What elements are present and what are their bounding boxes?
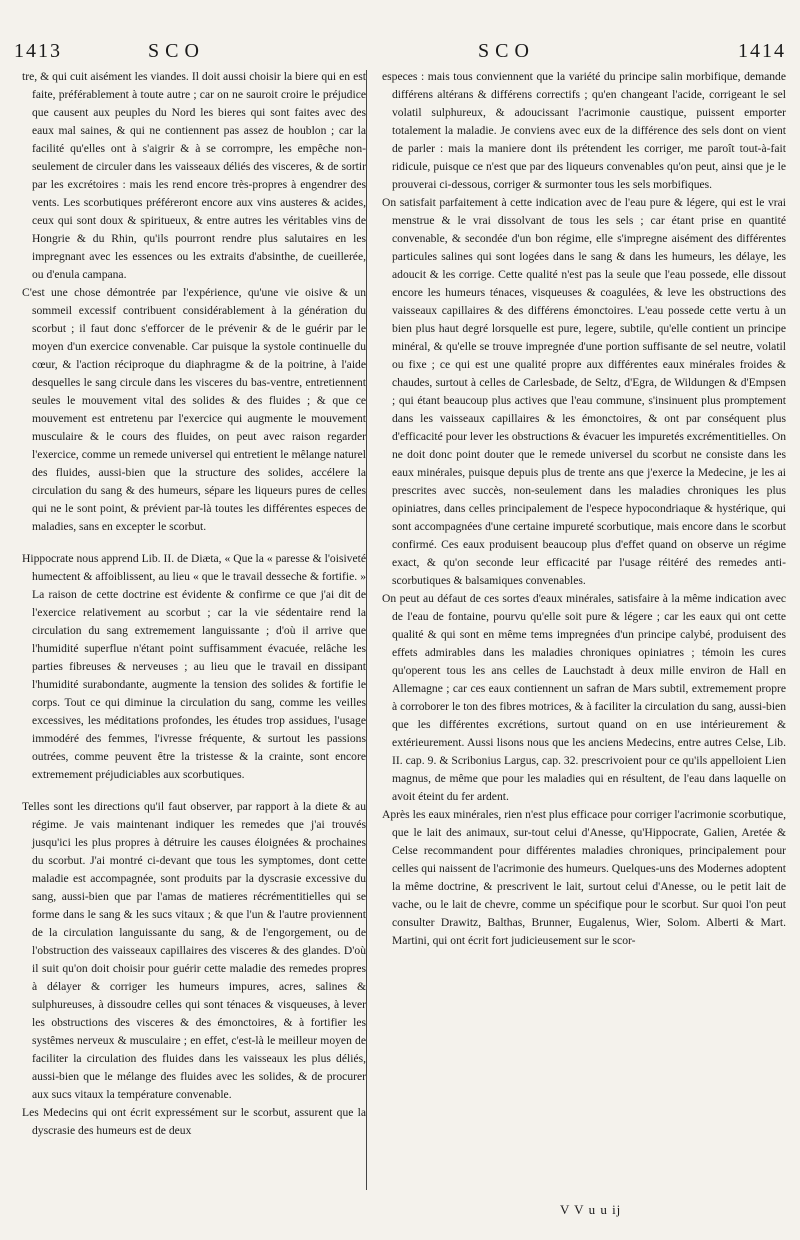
paragraph: especes : mais tous conviennent que la variété du principe salin morbifique, demande différens altérans & différens correctifs ; qu'en changeant l'acide, corrigeant le sel volatil sulphureux, & adoucissant l'acrimonie caustique, puissent emporter totalement la maladie. Je conviens avec eux de la différence des sels dont on vient de parler : mais la maniere dont ils prétendent les corriger, me paroît tout-à-fait ridicule, puisque ce n'est que par des liqueurs convenables qu'on peut, ainsi que je le prouverai ci-dessous, corriger & surmonter tous les sels morbifiques.: [382, 70, 786, 191]
right-column: [382, 68, 786, 950]
paragraph: Après les eaux minérales, rien n'est plus efficace pour corriger l'acrimonie scorbutique, que le lait des animaux, sur-tout celui d'Anesse, qu'Hippocrate, Galien, Aretée & Celse recommandent pour différentes maladies chroniques, principalement pour celles qui naissent de l'acrimonie des humeurs. Quelques-uns des Modernes adoptent la même doctrine, & prescrivent le lait, surtout celui d'Anesse, ou le petit lait de vache, ou le lait de chevre, comme un spécifique pour le scorbut. Sur quoi l'on peut consulter Drawitz, Balthas, Brunner, Eugalenus, Wier, Solom. Alberti & Mart. Martini, qui ont écrit fort judicieusement sur le scor-: [382, 808, 786, 947]
paragraph: Les Medecins qui ont écrit expressément sur le scorbut, assurent que la dyscrasie des humeurs est de deux: [22, 1106, 366, 1137]
paragraph: Telles sont les directions qu'il faut observer, par rapport à la diete & au régime. Je vais maintenant indiquer les remedes que j'ai trouvés jusqu'ici les plus propres à détruire les causes éloignées & prochaines du scorbut. J'ai montré ci-devant que tous les symptomes, dont cette maladie est accompagnée, sont produits par la dyscrasie excessive du sang, aussi-bien que par l'amas de matieres récrémentitielles qui se forme dans le sang & les sucs vitaux ; & que l'un & l'autre proviennent de la circulation languissante du sang, & de l'engorgement, ou de l'obstruction des vaisseaux capillaires des visceres & des glandes. D'où il suit qu'on doit choisir pour guérir cette maladie des remedes propres à délayer & corriger les humeurs impures, acres, salines & sulphureuses, à dissoudre celles qui sont ténaces & visqueuses, à lever les obstructions des visceres & des émonctoires, & à fortifier les systêmes nerveux & musculaire ; en effet, c'est-là le meilleur moyen de faciliter la circulation des fluides dans les vaisseaux les plus déliés, aussi-bien que le mélange des fluides avec les solides, & de procurer aux sucs vitaux la température convenable.: [22, 800, 366, 1101]
paragraph: tre, & qui cuit aisément les viandes. Il doit aussi choisir la biere qui en est faite, préférablement à toute autre ; car on ne sauroit croire le préjudice que causent aux peuples du Nord les bieres qui sont faites avec des eaux mal saines, & qui ne contiennent pas assez de houblon ; car la facilité qu'elles ont à s'aigrir & à se corrompre, les empêche non-seulement de circuler dans les vaisseaux déliés des visceres, & de sortir par les excrétoires : mais les rend encore très-propres à engendrer des vents. Les scorbutiques préféreront encore aux vins austeres & acides, ceux qui sont doux & spiritueux, & entre autres les véritables vins de Hongrie & du Rhin, qu'ils pourront rendre plus salutaires en les impregnant avec les essences ou les extraits d'absinthe, de cueillerée, ou d'enula campana.: [22, 70, 366, 281]
running-head-left: SCO: [148, 40, 205, 62]
paragraph: On peut au défaut de ces sortes d'eaux minérales, satisfaire à la même indication avec de l'eau de fontaine, pourvu qu'elle soit pure & légere ; car les eaux qui ont cette qualité & qui sont en même tems impregnées d'un principe calybé, produisent des effets admirables dans les maladies chroniques opiniatres ; témoin les cures qu'operent tous les ans celles de Lauchstadt à deux mille environ de Hall en Allemagne ; car ces eaux contiennent un safran de Mars subtil, extremement propre à corroborer le ton des fibres motrices, & à faciliter la circulation du sang, aussi-bien que les différentes excrétions, surtout quand on en use intérieurement & extérieurement. Aussi lisons nous que les anciens Medecins, entre autres Celse, Lib. II. cap. 9. & Scribonius Largus, cap. 32. prescrivoient pour ce qu'ils appelloient Lien magnus, de même que pour les maladies qui en résultent, de l'eau dans laquelle on avoit éteint du fer ardent.: [382, 592, 786, 803]
page-number-left: 1413: [14, 40, 62, 62]
page-number-right: 1414: [738, 40, 786, 62]
running-head-right: SCO: [478, 40, 535, 62]
paragraph: Hippocrate nous apprend Lib. II. de Diæta, « Que la « paresse & l'oisiveté humectent & affoiblissent, au lieu « que le travail desseche & fortifie. » La raison de cette doctrine est évidente & confirme ce que j'ai dit de l'exercice relativement au scorbut ; car la vie sédentaire rend la circulation du sang extremement languissante ; d'où il arrive que l'humidité superflue n'étant point suffisamment évacuée, relâche les parties fibreuses & nerveuses ; au lieu que le travail en dissipant l'humidité surabondante, augmente la tension des solides & fortifie le corps. Tout ce qui diminue la circulation du sang, comme les veilles excessives, les méditations profondes, les études trop assidues, l'usage immodéré des femmes, l'ivresse fréquente, & surtout les passions outrées, comme peuvent être la tristesse & la crainte, sont encore extremement préjudiciables aux scorbutiques.: [22, 552, 366, 781]
signature-mark: V V u u ij: [560, 1202, 622, 1217]
paragraph: On satisfait parfaitement à cette indication avec de l'eau pure & légere, qui est le vrai menstrue & le vrai dissolvant de tous les sels ; car étant prise en quantité convenable, & secondée d'un bon régime, elle s'impregne aisément des différentes particules salines qui sont logées dans le sang & dans les humeurs, les délaye, les adoucit & les corrige. Cette qualité n'est pas la seule que l'eau possede, elle dissout encore les humeurs ténaces, visqueuses & coagulées, & leve les obstructions des vaisseaux capillaires & des différens émonctoires. L'eau possede cette vertu à un bien plus haut degré lorsquelle est pure, legere, subtile, qu'elle contient un principe minéral, & qu'elle se trouve impregnée d'une portion suffisante de sel neutre, volatil ou fixe ; ce qui est une qualité propre aux différentes eaux minérales froides & chaudes, surtout à celles de Carlesbade, de Seltz, d'Egra, de Wildungen & d'Empsen ; qui étant beaucoup plus actives que l'eau commune, s'insinuent plus promptement dans les vaisseaux capillaires & les émonctoires, & ont par conséquent plus d'efficacité pour lever les obstructions & évacuer les impuretés excrémentitielles. On ne doit donc point douter que le remede universel du scorbut ne consiste dans les eaux minérales, puisque depuis plus de trente ans que j'exerce la Medecine, je les ai prescrites avec succès, non-seulement dans les maladies chroniques les plus opiniatres, dans celles principalement de l'espece hypocondriaque & hystérique, qui sont accompagnées d'une certaine impureté scorbutique, mais encore dans le scorbut confirmé. Ces eaux produisent beaucoup plus d'effet quand on observe un régime exact, & qu'on seconde leur efficacité par l'usage réitéré des remedes anti-scorbutiques & balsamiques convenables.: [382, 196, 786, 587]
column-divider: [366, 70, 367, 1190]
left-column: [22, 68, 366, 1140]
paragraph: C'est une chose démontrée par l'expérience, qu'une vie oisive & un sommeil excessif contribuent considérablement à la génération du scorbut ; il faut donc s'efforcer de le prévenir & de le guérir par le moyen d'un exercice convenable. Car puisque la systole continuelle du cœur, & l'action réciproque du diaphragme & de la poitrine, à l'aide desquelles le sang circule dans les visceres du bas-ventre, entretiennent seules le mouvement vital des solides & des fluides ; & que ce mouvement est entretenu par l'exercice qui augmente le mouvement musculaire & le cours des fluides, on peut avec raison regarder l'exercice, comme un remede universel qui entretient le mêlange naturel des fluides, aussi-bien que la structure des solides, accélere la circulation du sang & des humeurs, sépare les liqueurs pures de celles qui ne le sont point, & prévient par-là toutes les différentes especes de maladies, sans en excepter le scorbut.: [22, 286, 366, 533]
